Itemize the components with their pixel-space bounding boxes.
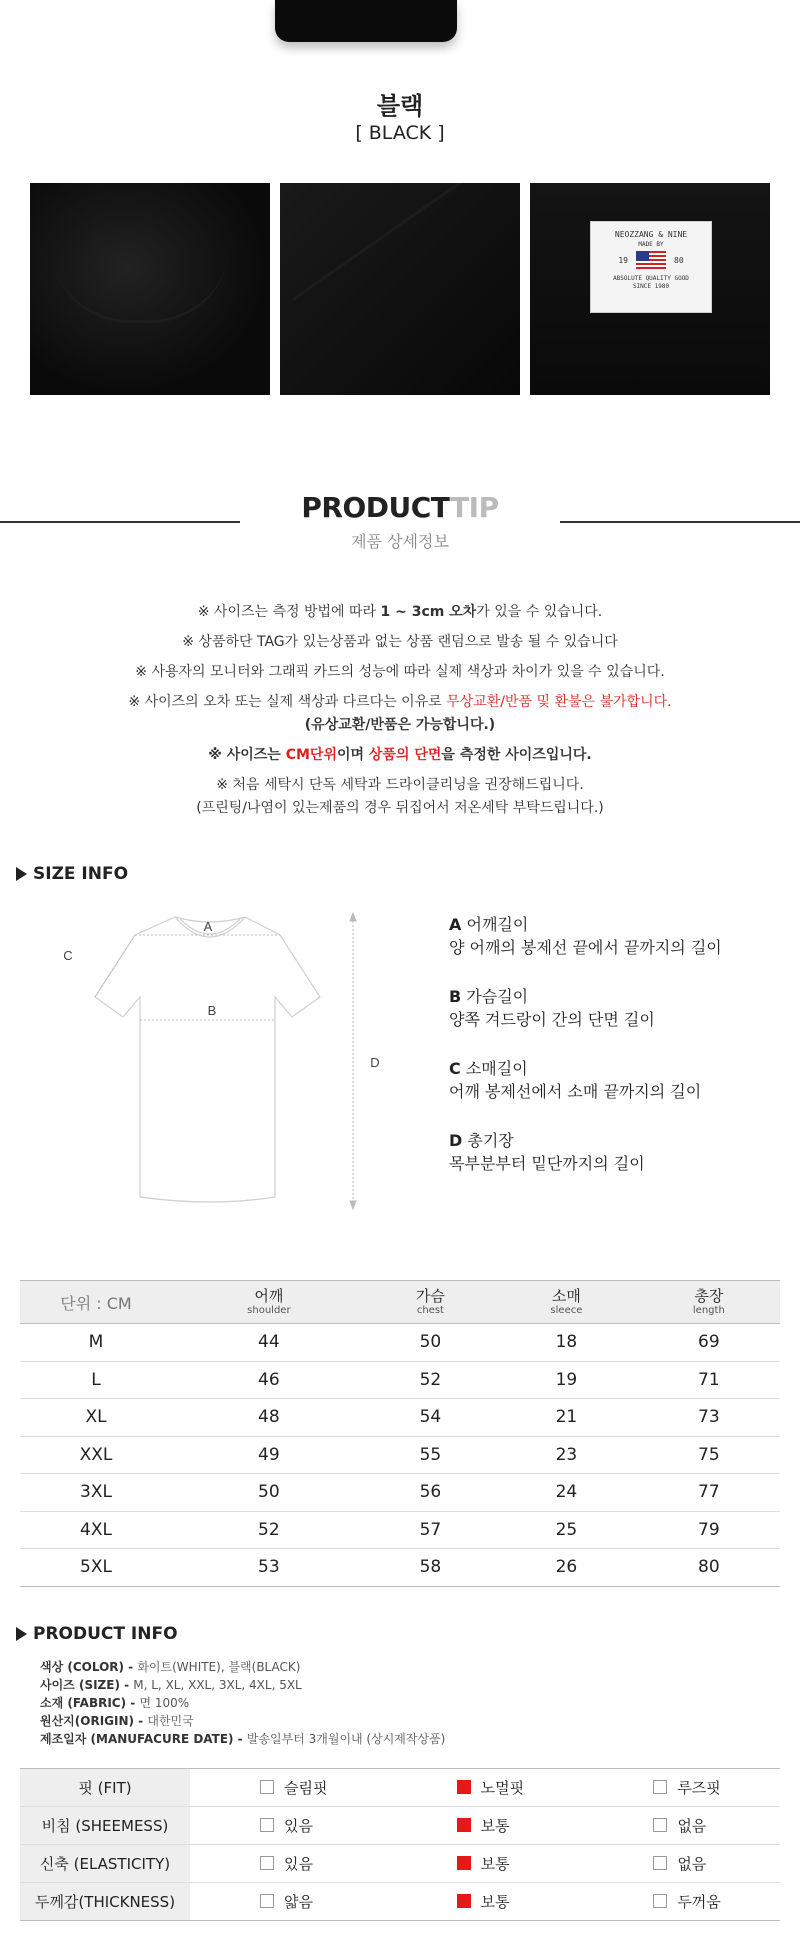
detail-photo-collar — [30, 183, 270, 395]
fit-row — [20, 1883, 780, 1921]
empty-box-icon — [653, 1818, 667, 1832]
fit-option-label: 얇음 — [284, 1892, 313, 1911]
col-shoulder: 어깨 shoulder — [172, 1281, 366, 1324]
measure-a: A 어깨길이 양 어깨의 봉제선 끝에서 끝까지의 길이 — [449, 915, 722, 957]
fit-row-label: 비침 (SHEEMESS) — [20, 1807, 190, 1845]
size-table-header — [20, 1281, 780, 1324]
empty-box-icon — [260, 1856, 274, 1870]
product-tip-subtitle: 제품 상세정보 — [351, 532, 449, 551]
fit-option-label: 있음 — [284, 1816, 313, 1835]
col-sleeve: 소매 sleece — [495, 1281, 638, 1324]
info-manufacture-date: 제조일자 (MANUFACURE DATE) - 발송일부터 3개월이내 (상시제작상품) — [40, 1732, 446, 1746]
product-info-heading: PRODUCT INFO — [16, 1624, 178, 1644]
tag-since: SINCE 1980 — [632, 283, 670, 290]
checked-box-icon — [457, 1780, 471, 1794]
checked-box-icon — [457, 1818, 471, 1832]
brand-label-tag — [590, 221, 712, 313]
diagram-label-d: D — [370, 1055, 380, 1070]
empty-box-icon — [260, 1818, 274, 1832]
fit-row-label: 핏 (FIT) — [20, 1769, 190, 1807]
table-row: 4XL 52 57 25 79 — [20, 1511, 780, 1549]
notice-3: ※ 사용자의 모니터와 그래픽 카드의 성능에 따라 실제 색상과 차이가 있을 수 있습니다. — [135, 664, 665, 680]
fit-option-label: 보통 — [480, 1816, 510, 1835]
fit-option-label: 슬림핏 — [284, 1778, 328, 1797]
notice-2: ※ 상품하단 TAG가 있는상품과 없는 상품 랜덤으로 발송 될 수 있습니다 — [182, 634, 618, 650]
fit-option — [387, 1883, 584, 1921]
table-row: 3XL 50 56 24 77 — [20, 1474, 780, 1512]
fit-option — [583, 1845, 780, 1883]
tag-made-by: MADE BY — [638, 241, 664, 248]
fit-option-label: 보통 — [480, 1854, 510, 1873]
detail-photo-tag — [530, 183, 770, 395]
col-length: 총장 length — [638, 1281, 780, 1324]
checked-box-icon — [457, 1894, 471, 1908]
empty-box-icon — [260, 1894, 274, 1908]
color-name: 블랙 — [376, 92, 424, 120]
checked-box-icon — [457, 1856, 471, 1870]
fit-option-label: 있음 — [284, 1854, 313, 1873]
tag-brand: NEOZZANG & NINE — [614, 230, 688, 239]
notice-6-sub: (프린팅/나염이 있는제품의 경우 뒤집어서 저온세탁 부탁드립니다.) — [196, 800, 604, 816]
collar-shape — [50, 193, 230, 323]
measure-d: D 총기장 목부분부터 밑단까지의 길이 — [449, 1131, 645, 1173]
tag-quality: ABSOLUTE QUALITY GOOD — [613, 275, 689, 282]
fit-option — [190, 1807, 387, 1845]
detail-photos — [30, 183, 770, 395]
product-image-hem — [275, 0, 457, 42]
info-size: 사이즈 (SIZE) - M, L, XL, XXL, 3XL, 4XL, 5XL — [40, 1678, 302, 1692]
table-row: M 44 50 18 69 — [20, 1324, 780, 1362]
diagram-label-b: B — [207, 1003, 217, 1018]
fit-option-label: 노멀핏 — [480, 1778, 525, 1797]
table-row: L 46 52 19 71 — [20, 1361, 780, 1399]
empty-box-icon — [653, 1856, 667, 1870]
fit-option — [583, 1769, 780, 1807]
fit-option — [583, 1807, 780, 1845]
empty-box-icon — [653, 1780, 667, 1794]
info-fabric: 소재 (FABRIC) - 면 100% — [40, 1696, 190, 1710]
unit-label: 단위 : CM — [20, 1281, 172, 1324]
us-flag-icon — [636, 251, 666, 269]
color-name-en: [ BLACK ] — [355, 122, 445, 144]
tip-title-light: TIP — [450, 491, 499, 524]
fit-option — [387, 1807, 584, 1845]
table-row: XXL 49 55 23 75 — [20, 1436, 780, 1474]
measure-c: C 소매길이 어깨 봉제선에서 소매 끝까지의 길이 — [449, 1059, 702, 1101]
fit-option — [190, 1883, 387, 1921]
diagram-label-c: C — [63, 948, 73, 963]
table-row: XL 48 54 21 73 — [20, 1399, 780, 1437]
tag-year-right: 80 — [674, 255, 684, 265]
detail-photo-sleeve — [280, 183, 520, 395]
size-table — [20, 1280, 780, 1587]
tag-year-left: 19 — [618, 255, 628, 265]
notice-4-sub: (유상교환/반품은 가능합니다.) — [304, 717, 496, 733]
fit-option-label: 두꺼움 — [677, 1892, 721, 1911]
fit-option — [190, 1845, 387, 1883]
notice-list — [0, 601, 800, 827]
tag-year-row — [591, 251, 711, 269]
fit-option-label: 루즈핏 — [677, 1778, 721, 1797]
fit-option — [387, 1845, 584, 1883]
info-origin: 원산지(ORIGIN) - 대한민국 — [40, 1714, 194, 1728]
table-row: 5XL 53 58 26 80 — [20, 1549, 780, 1587]
col-chest: 가슴 chest — [366, 1281, 495, 1324]
sleeve-edge-shape — [292, 183, 498, 348]
empty-box-icon — [653, 1894, 667, 1908]
notice-6: ※ 처음 세탁시 단독 세탁과 드라이클리닝을 권장해드립니다. — [216, 777, 584, 793]
fit-row-label: 두께감(THICKNESS) — [20, 1883, 190, 1921]
measure-b: B 가슴길이 양쪽 겨드랑이 간의 단면 길이 — [449, 987, 655, 1029]
fit-option — [387, 1769, 584, 1807]
fit-table — [20, 1768, 780, 1921]
fit-option-label: 없음 — [677, 1854, 707, 1873]
tshirt-size-diagram — [40, 905, 400, 1225]
fit-option — [190, 1769, 387, 1807]
measure-descriptions — [449, 913, 722, 1201]
product-tip-title — [0, 491, 800, 524]
triangle-right-icon — [16, 867, 27, 881]
fit-row-label: 신축 (ELASTICITY) — [20, 1845, 190, 1883]
notice-5: ※ 사이즈는 CM단위이며 상품의 단면을 측정한 사이즈입니다. — [208, 747, 592, 763]
notice-4: ※ 사이즈의 오차 또는 실제 색상과 다르다는 이유로 무상교환/반품 및 환불은 불가합니다. — [128, 694, 672, 710]
info-color: 색상 (COLOR) - 화이트(WHITE), 블랙(BLACK) — [40, 1660, 301, 1674]
triangle-right-icon — [16, 1627, 27, 1641]
notice-1: ※ 사이즈는 측정 방법에 따라 1 ~ 3cm 오차가 있을 수 있습니다. — [197, 604, 603, 620]
fit-option — [583, 1883, 780, 1921]
tip-title-dark: PRODUCT — [301, 491, 451, 524]
fit-row — [20, 1769, 780, 1807]
fit-option-label: 없음 — [677, 1816, 707, 1835]
product-info-list — [40, 1658, 445, 1748]
empty-box-icon — [260, 1780, 274, 1794]
size-info-heading: SIZE INFO — [16, 864, 128, 884]
diagram-label-a: A — [203, 919, 213, 934]
fit-row — [20, 1807, 780, 1845]
fit-row — [20, 1845, 780, 1883]
fit-option-label: 보통 — [480, 1892, 510, 1911]
